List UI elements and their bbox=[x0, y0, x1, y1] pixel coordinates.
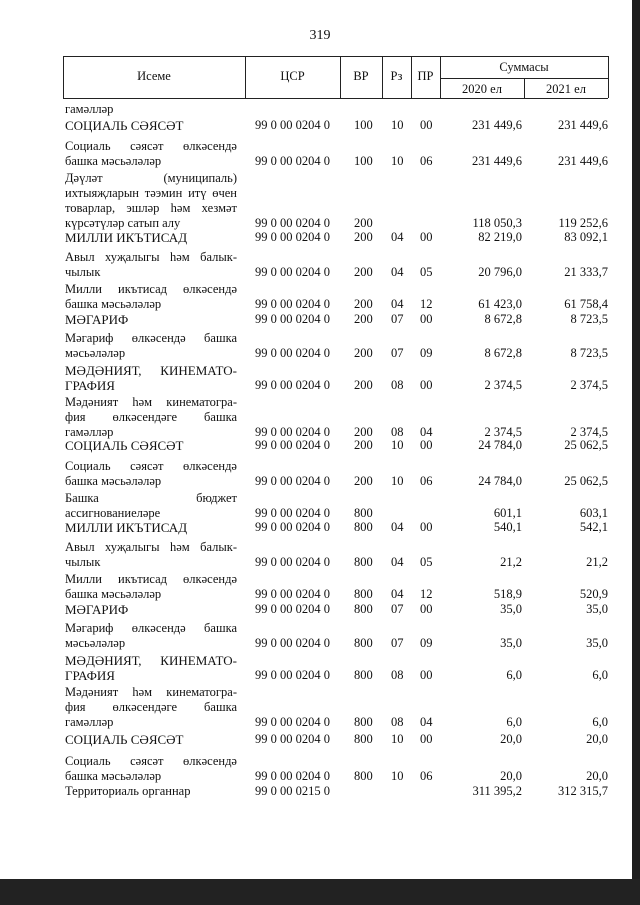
row-pr: 00 bbox=[420, 668, 433, 682]
row-name-line: Социаль сәясәт өлкәсендә bbox=[65, 139, 237, 153]
row-vr: 200 bbox=[354, 297, 373, 311]
header-csr: ЦСР bbox=[280, 69, 305, 83]
row-amount-2020: 518,9 bbox=[493, 587, 522, 601]
row-rz: 04 bbox=[391, 265, 404, 279]
row-csr: 99 0 00 0204 0 bbox=[255, 297, 330, 311]
row-rz: 10 bbox=[391, 154, 404, 168]
row-amount-2020: 2 374,5 bbox=[484, 378, 522, 392]
row-csr: 99 0 00 0204 0 bbox=[255, 378, 330, 392]
row-vr: 200 bbox=[354, 216, 373, 230]
scan-edge-bottom bbox=[0, 879, 640, 905]
row-amount-2021: 20,0 bbox=[586, 769, 608, 783]
row-vr: 800 bbox=[354, 506, 373, 520]
row-name bbox=[65, 312, 237, 327]
row-amount-2021: 20,0 bbox=[586, 732, 608, 746]
row-amount-2021: 6,0 bbox=[592, 668, 608, 682]
row-rz: 10 bbox=[391, 732, 404, 746]
row-name-line: чылык bbox=[65, 555, 101, 569]
row-csr: 99 0 00 0204 0 bbox=[255, 346, 330, 360]
row-pr: 04 bbox=[420, 425, 433, 439]
row-csr: 99 0 00 0204 0 bbox=[255, 769, 330, 783]
header-rz: Рз bbox=[390, 69, 403, 83]
row-amount-2020: 20,0 bbox=[500, 732, 522, 746]
scan-edge-right bbox=[632, 0, 640, 905]
row-rz: 10 bbox=[391, 118, 404, 132]
row-pr: 06 bbox=[420, 769, 433, 783]
row-name-line: МӘДӘНИЯТ, КИНЕМАТО- bbox=[65, 653, 237, 668]
row-name-line: фия өлкәсендәге башка bbox=[65, 700, 237, 714]
row-name-line: башка мәсьәләләр bbox=[65, 769, 162, 783]
row-name bbox=[65, 102, 237, 117]
row-name bbox=[65, 732, 237, 747]
row-name-line: ихтыяҗларын тәэмин итү өчен bbox=[65, 186, 237, 200]
row-name bbox=[65, 602, 237, 617]
row-name-line: МИЛЛИ ИКЪТИСАД bbox=[65, 230, 188, 245]
row-csr: 99 0 00 0204 0 bbox=[255, 474, 330, 488]
row-name-line: Дәүләт (муниципаль) bbox=[65, 171, 237, 185]
row-amount-2020: 35,0 bbox=[500, 602, 522, 616]
row-name bbox=[65, 685, 237, 730]
row-amount-2021: 21,2 bbox=[586, 555, 608, 569]
row-amount-2020: 2 374,5 bbox=[484, 425, 522, 439]
row-rz: 10 bbox=[391, 438, 404, 452]
row-vr: 800 bbox=[354, 715, 373, 729]
row-csr: 99 0 00 0204 0 bbox=[255, 587, 330, 601]
row-rz: 07 bbox=[391, 312, 404, 326]
row-amount-2021: 520,9 bbox=[579, 587, 608, 601]
row-vr: 800 bbox=[354, 520, 373, 534]
row-csr: 99 0 00 0204 0 bbox=[255, 312, 330, 326]
row-name bbox=[65, 282, 237, 312]
row-name-line: башка мәсьәләләр bbox=[65, 587, 162, 601]
row-name-line: ГРАФИЯ bbox=[65, 378, 115, 393]
row-amount-2021: 542,1 bbox=[579, 520, 608, 534]
row-rz: 04 bbox=[391, 230, 404, 244]
row-csr: 99 0 00 0204 0 bbox=[255, 715, 330, 729]
row-name-line: мәсьәләләр bbox=[65, 636, 126, 650]
row-amount-2020: 82 219,0 bbox=[478, 230, 522, 244]
row-amount-2020: 35,0 bbox=[500, 636, 522, 650]
row-name bbox=[65, 653, 237, 683]
row-name-line: Мәдәният һәм кинематогра- bbox=[65, 395, 237, 409]
header-pr: ПР bbox=[417, 69, 434, 83]
row-rz: 07 bbox=[391, 346, 404, 360]
row-csr: 99 0 00 0204 0 bbox=[255, 425, 330, 439]
row-rz: 08 bbox=[391, 425, 404, 439]
row-amount-2020: 8 672,8 bbox=[484, 312, 522, 326]
row-pr: 09 bbox=[420, 636, 433, 650]
row-vr: 100 bbox=[354, 118, 373, 132]
header-name: Исеме bbox=[137, 69, 171, 83]
row-pr: 05 bbox=[420, 555, 433, 569]
row-rz: 08 bbox=[391, 715, 404, 729]
row-pr: 00 bbox=[420, 438, 433, 452]
row-name bbox=[65, 540, 237, 570]
row-amount-2021: 61 758,4 bbox=[564, 297, 608, 311]
row-name-line: Социаль сәясәт өлкәсендә bbox=[65, 754, 237, 768]
row-vr: 200 bbox=[354, 474, 373, 488]
row-amount-2021: 21 333,7 bbox=[564, 265, 608, 279]
row-name bbox=[65, 250, 237, 280]
row-pr: 06 bbox=[420, 154, 433, 168]
row-amount-2020: 20 796,0 bbox=[478, 265, 522, 279]
row-name bbox=[65, 754, 237, 784]
header-vr: ВР bbox=[353, 69, 369, 83]
row-name bbox=[65, 459, 237, 489]
row-amount-2021: 6,0 bbox=[592, 715, 608, 729]
row-pr: 00 bbox=[420, 230, 433, 244]
row-vr: 800 bbox=[354, 636, 373, 650]
row-pr: 04 bbox=[420, 715, 433, 729]
row-rz: 07 bbox=[391, 636, 404, 650]
row-name bbox=[65, 438, 237, 453]
row-vr: 800 bbox=[354, 769, 373, 783]
row-name bbox=[65, 118, 237, 133]
row-name-line: ассигнованиеләре bbox=[65, 506, 161, 520]
row-name-line: Милли икътисад өлкәсендә bbox=[65, 572, 237, 586]
row-name-line: МӘДӘНИЯТ, КИНЕМАТО- bbox=[65, 363, 237, 378]
row-amount-2020: 231 449,6 bbox=[472, 154, 522, 168]
row-vr: 200 bbox=[354, 265, 373, 279]
header-amounts: Суммасы bbox=[499, 60, 549, 74]
header-year-2020: 2020 ел bbox=[462, 82, 502, 96]
row-csr: 99 0 00 0204 0 bbox=[255, 555, 330, 569]
row-name-line: гамәлләр bbox=[65, 102, 114, 116]
row-rz: 04 bbox=[391, 297, 404, 311]
row-name bbox=[65, 621, 237, 651]
row-name bbox=[65, 784, 237, 799]
row-name-line: Мәгариф өлкәсендә башка bbox=[65, 331, 237, 345]
row-pr: 09 bbox=[420, 346, 433, 360]
row-rz: 04 bbox=[391, 555, 404, 569]
row-amount-2021: 25 062,5 bbox=[564, 474, 608, 488]
row-vr: 800 bbox=[354, 602, 373, 616]
row-pr: 00 bbox=[420, 118, 433, 132]
row-name-line: ГРАФИЯ bbox=[65, 668, 115, 683]
row-vr: 800 bbox=[354, 668, 373, 682]
row-name-line: МӘГАРИФ bbox=[65, 312, 129, 327]
row-csr: 99 0 00 0204 0 bbox=[255, 636, 330, 650]
row-vr: 800 bbox=[354, 555, 373, 569]
row-amount-2021: 8 723,5 bbox=[570, 346, 608, 360]
row-name-line: Мәдәният һәм кинематогра- bbox=[65, 685, 237, 699]
row-csr: 99 0 00 0204 0 bbox=[255, 520, 330, 534]
row-amount-2021: 2 374,5 bbox=[570, 378, 608, 392]
row-amount-2020: 20,0 bbox=[500, 769, 522, 783]
row-amount-2021: 603,1 bbox=[579, 506, 608, 520]
row-amount-2020: 24 784,0 bbox=[478, 474, 522, 488]
row-csr: 99 0 00 0204 0 bbox=[255, 118, 330, 132]
row-csr: 99 0 00 0204 0 bbox=[255, 154, 330, 168]
row-name-line: СОЦИАЛЬ СӘЯСӘТ bbox=[65, 118, 184, 133]
row-name bbox=[65, 331, 237, 361]
row-amount-2020: 118 050,3 bbox=[472, 216, 522, 230]
row-name-line: СОЦИАЛЬ СӘЯСӘТ bbox=[65, 732, 184, 747]
header-top-border bbox=[63, 56, 608, 57]
row-rz: 04 bbox=[391, 520, 404, 534]
row-amount-2020: 8 672,8 bbox=[484, 346, 522, 360]
row-vr: 800 bbox=[354, 732, 373, 746]
row-name bbox=[65, 230, 237, 245]
row-pr: 00 bbox=[420, 520, 433, 534]
header-border-right bbox=[608, 56, 609, 98]
row-amount-2021: 83 092,1 bbox=[564, 230, 608, 244]
row-name-line: Башка бюджет bbox=[65, 491, 237, 505]
row-amount-2021: 35,0 bbox=[586, 602, 608, 616]
row-vr: 200 bbox=[354, 346, 373, 360]
row-name-line: гамәлләр bbox=[65, 425, 114, 439]
row-name-line: Социаль сәясәт өлкәсендә bbox=[65, 459, 237, 473]
row-amount-2020: 231 449,6 bbox=[472, 118, 522, 132]
row-amount-2021: 2 374,5 bbox=[570, 425, 608, 439]
row-csr: 99 0 00 0204 0 bbox=[255, 668, 330, 682]
row-pr: 00 bbox=[420, 378, 433, 392]
row-name bbox=[65, 363, 237, 393]
row-amount-2020: 61 423,0 bbox=[478, 297, 522, 311]
row-amount-2021: 8 723,5 bbox=[570, 312, 608, 326]
row-amount-2020: 540,1 bbox=[493, 520, 522, 534]
row-csr: 99 0 00 0204 0 bbox=[255, 230, 330, 244]
row-csr: 99 0 00 0215 0 bbox=[255, 784, 330, 798]
row-name-line: башка мәсьәләләр bbox=[65, 154, 162, 168]
row-name-line: фия өлкәсендәге башка bbox=[65, 410, 237, 424]
row-vr: 200 bbox=[354, 378, 373, 392]
row-name-line: күрсәтүләр сатып алу bbox=[65, 216, 181, 230]
row-csr: 99 0 00 0204 0 bbox=[255, 265, 330, 279]
row-pr: 00 bbox=[420, 732, 433, 746]
row-name-line: МӘГАРИФ bbox=[65, 602, 129, 617]
row-amount-2020: 6,0 bbox=[506, 715, 522, 729]
row-amount-2021: 312 315,7 bbox=[558, 784, 608, 798]
row-amount-2021: 119 252,6 bbox=[558, 216, 608, 230]
row-rz: 04 bbox=[391, 587, 404, 601]
row-csr: 99 0 00 0204 0 bbox=[255, 506, 330, 520]
row-name-line: Авыл хуҗалыгы һәм балык- bbox=[65, 250, 237, 264]
row-name-line: Территориаль органнар bbox=[65, 784, 191, 798]
header-bottom-border bbox=[63, 98, 608, 99]
row-vr: 800 bbox=[354, 587, 373, 601]
row-vr: 200 bbox=[354, 312, 373, 326]
row-amount-2020: 311 395,2 bbox=[472, 784, 522, 798]
row-name-line: Авыл хуҗалыгы һәм балык- bbox=[65, 540, 237, 554]
row-amount-2021: 231 449,6 bbox=[558, 154, 608, 168]
row-rz: 08 bbox=[391, 668, 404, 682]
row-name bbox=[65, 171, 237, 231]
row-vr: 200 bbox=[354, 425, 373, 439]
row-rz: 10 bbox=[391, 769, 404, 783]
row-pr: 06 bbox=[420, 474, 433, 488]
row-csr: 99 0 00 0204 0 bbox=[255, 602, 330, 616]
row-name-line: СОЦИАЛЬ СӘЯСӘТ bbox=[65, 438, 184, 453]
row-vr: 200 bbox=[354, 230, 373, 244]
row-csr: 99 0 00 0204 0 bbox=[255, 732, 330, 746]
row-name-line: Милли икътисад өлкәсендә bbox=[65, 282, 237, 296]
row-name bbox=[65, 572, 237, 602]
header-year-2021: 2021 ел bbox=[546, 82, 586, 96]
row-pr: 05 bbox=[420, 265, 433, 279]
row-amount-2021: 35,0 bbox=[586, 636, 608, 650]
row-rz: 07 bbox=[391, 602, 404, 616]
row-vr: 100 bbox=[354, 154, 373, 168]
row-name-line: башка мәсьәләләр bbox=[65, 474, 162, 488]
row-amount-2020: 6,0 bbox=[506, 668, 522, 682]
row-name-line: гамәлләр bbox=[65, 715, 114, 729]
row-pr: 12 bbox=[420, 297, 433, 311]
row-name-line: товарлар, эшләр һәм хезмәт bbox=[65, 201, 237, 215]
row-amount-2021: 25 062,5 bbox=[564, 438, 608, 452]
row-vr: 200 bbox=[354, 438, 373, 452]
row-name-line: башка мәсьәләләр bbox=[65, 297, 162, 311]
row-name bbox=[65, 491, 237, 521]
row-name-line: чылык bbox=[65, 265, 101, 279]
row-amount-2020: 24 784,0 bbox=[478, 438, 522, 452]
row-name bbox=[65, 139, 237, 169]
row-amount-2020: 601,1 bbox=[493, 506, 522, 520]
row-pr: 12 bbox=[420, 587, 433, 601]
row-name-line: мәсьәләләр bbox=[65, 346, 126, 360]
row-amount-2020: 21,2 bbox=[500, 555, 522, 569]
page-number: 319 bbox=[309, 28, 331, 43]
row-rz: 10 bbox=[391, 474, 404, 488]
row-csr: 99 0 00 0204 0 bbox=[255, 216, 330, 230]
row-rz: 08 bbox=[391, 378, 404, 392]
row-amount-2021: 231 449,6 bbox=[558, 118, 608, 132]
row-pr: 00 bbox=[420, 602, 433, 616]
row-name bbox=[65, 395, 237, 440]
row-name-line: МИЛЛИ ИКЪТИСАД bbox=[65, 520, 188, 535]
row-pr: 00 bbox=[420, 312, 433, 326]
row-name bbox=[65, 520, 237, 535]
row-name-line: Мәгариф өлкәсендә башка bbox=[65, 621, 237, 635]
row-csr: 99 0 00 0204 0 bbox=[255, 438, 330, 452]
